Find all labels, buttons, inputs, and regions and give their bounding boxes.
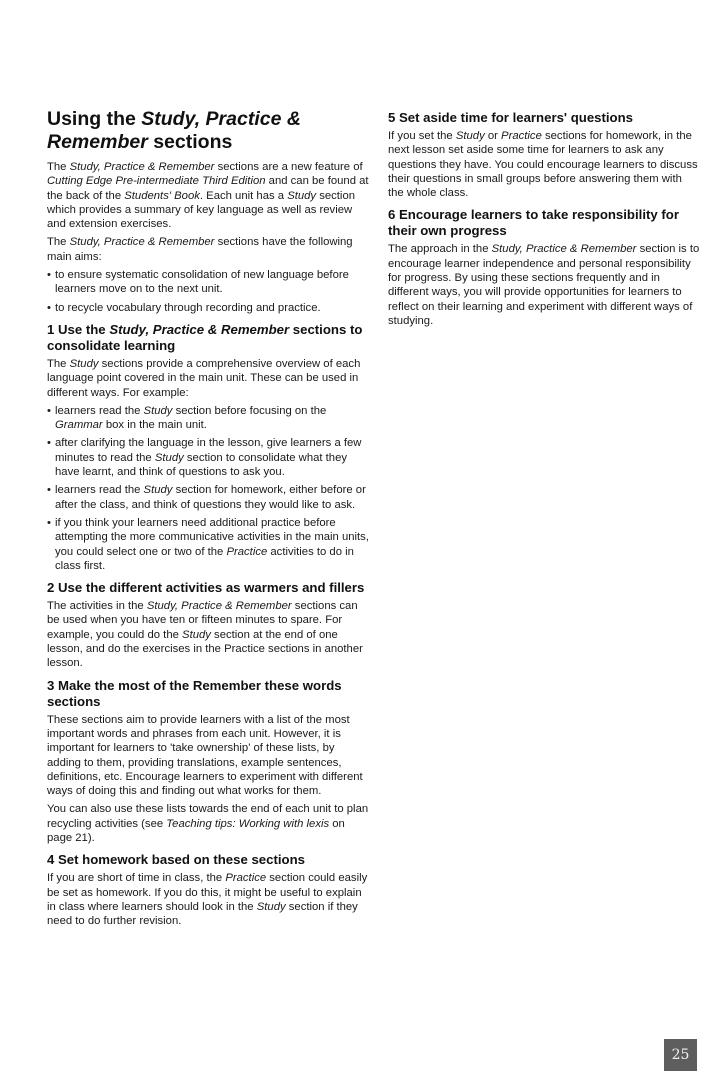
section-2-heading: 2 Use the different activities as warmers and fillers (47, 580, 365, 596)
left-column (47, 108, 369, 932)
list-item: • if you think your learners need additional practice before attempting the more communicative activities in the main units, you could select one or two of the Practice activities to do in class first. (47, 516, 369, 573)
section-6-heading: 6 Encourage learners to take responsibility for their own progress (388, 207, 679, 239)
list-item: • after clarifying the language in the lesson, give learners a few minutes to read the Study section to consolidate what they have learnt, and think of questions to ask you. (47, 436, 369, 479)
section-5-paragraph: If you set the Study or Practice sections for homework, in the next lesson set aside some time for learners to ask any questions they have. You could encourage learners to discuss their questions in small groups before answering them with the whole class. (388, 130, 698, 200)
aims-list (47, 268, 369, 315)
section-1-list (47, 404, 369, 573)
intro-paragraph: The Study, Practice & Remember sections are a new feature of Cutting Edge Pre-intermediate Third Edition and can be found at the back of the Students' Book. Each unit has a Study section which provides a summary of key language as well as review and extension exercises. (47, 161, 369, 231)
section-4-heading: 4 Set homework based on these sections (47, 852, 305, 868)
section-1-heading: 1 Use the Study, Practice & Remember sections to consolidate learning (47, 321, 363, 353)
list-item: • learners read the Study section before focusing on the Grammar box in the main unit. (47, 404, 369, 433)
section-4-paragraph: If you are short of time in class, the Practice section could easily be set as homework. If you do this, it might be useful to explain in class where learners should look in the Study section if they need to do further revision. (47, 872, 368, 928)
list-item: • learners read the Study section for homework, either before or after the class, and think of questions they would like to ask. (47, 483, 369, 512)
aims-paragraph: The Study, Practice & Remember sections have the following main aims: (47, 236, 353, 263)
page-number: 25 (664, 1039, 697, 1071)
section-2-paragraph: The activities in the Study, Practice & Remember sections can be used when you have ten or fifteen minutes to spare. For example, you could do the Study section at the end of one lesson, and do the exercises in the Practice sections in another lesson. (47, 600, 363, 670)
list-item: • to ensure systematic consolidation of new language before learners move on to the next unit. (47, 268, 369, 297)
section-3-heading: 3 Make the most of the Remember these words sections (47, 677, 342, 709)
page-title: Using the Study, Practice & Remember sections (47, 108, 301, 153)
section-1-paragraph: The Study sections provide a comprehensive overview of each language point covered in the main unit. These can be used in different ways. For example: (47, 357, 361, 399)
section-3-paragraph-2: You can also use these lists towards the end of each unit to plan recycling activities (see Teaching tips: Working with lexis on page 21). (47, 803, 369, 844)
list-item: • to recycle vocabulary through recording and practice. (47, 301, 369, 315)
right-column (388, 110, 700, 332)
section-6-paragraph: The approach in the Study, Practice & Remember section is to encourage learner independence and personal responsibility for progress. By using these sections frequently and in different ways, you will provide opportunities for learners to reflect on their learning and experiment with different ways of studying. (388, 243, 700, 327)
section-3-paragraph-1: These sections aim to provide learners with a list of the most important words and phrases from each unit. However, it is important for learners to 'take ownership' of these lists, by adding to them, providing translations, example sentences, definitions, etc. Encourage learners to experiment with different ways of doing this and finding out what works for them. (47, 713, 363, 798)
section-5-heading: 5 Set aside time for learners' questions (388, 110, 633, 125)
